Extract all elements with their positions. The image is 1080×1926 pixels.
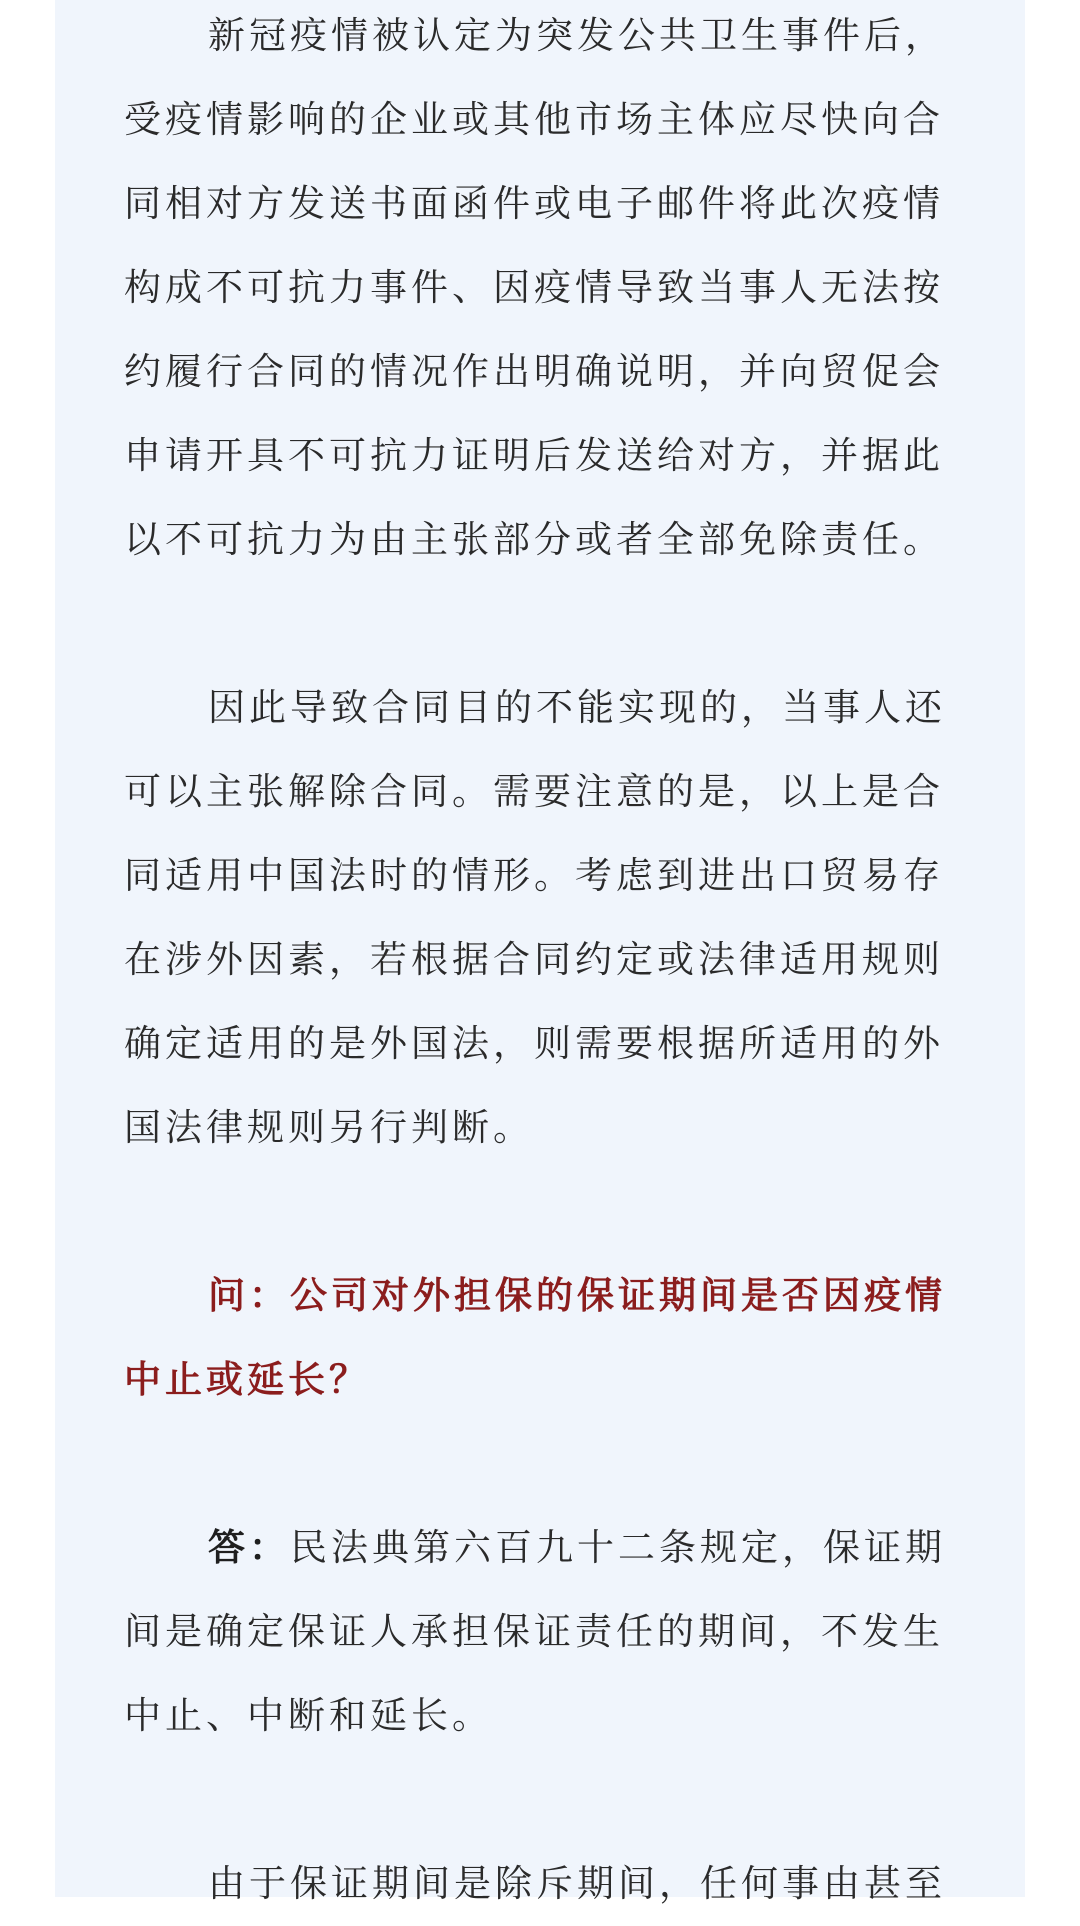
question-guarantee-period: 问：公司对外担保的保证期间是否因疫情中止或延长？ <box>124 1274 946 1401</box>
answer-text: 民法典第六百九十二条规定，保证期间是确定保证人承担保证责任的期间，不发生中止、中断和延长。 <box>124 1526 946 1737</box>
article-body <box>124 0 964 1926</box>
paragraph-force-majeure: 新冠疫情被认定为突发公共卫生事件后，受疫情影响的企业或其他市场主体应尽快向合同相对方发送书面函件或电子邮件将此次疫情构成不可抗力事件、因疫情导致当事人无法按约履行合同的情况作出明确说明，并向贸促会申请开具不可抗力证明后发送给对方，并据此以不可抗力为由主张部分或者全部免除责任。 <box>124 14 946 561</box>
paragraph-contract-termination: 因此导致合同目的不能实现的，当事人还可以主张解除合同。需要注意的是，以上是合同适用中国法时的情形。考虑到进出口贸易存在涉外因素，若根据合同约定或法律适用规则确定适用的是外国法，则需要根据所适用的外国法律规则另行判断。 <box>124 686 946 1149</box>
answer-guarantee-period <box>124 1506 964 1758</box>
answer-label: 答： <box>208 1526 290 1569</box>
paragraph-exclusion-period: 由于保证期间是除斥期间，任何事由甚至 <box>208 1862 946 1905</box>
